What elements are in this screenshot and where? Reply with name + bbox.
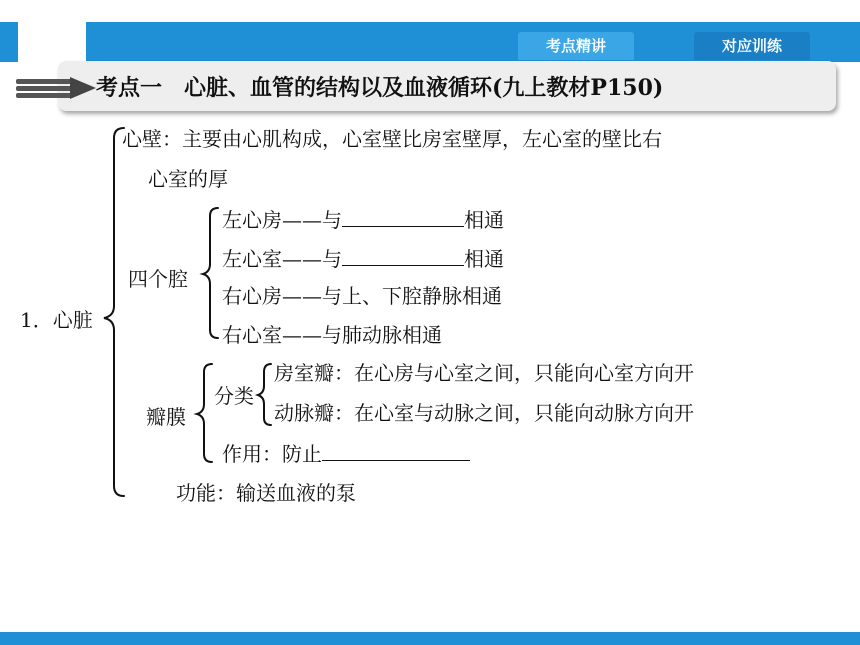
tab-practice[interactable]: 对应训练 (694, 32, 810, 60)
valves-label: 瓣膜 (146, 405, 186, 429)
valve-function-row (222, 440, 470, 466)
valves-brace (197, 364, 212, 462)
left-ventricle-text: 左心室——与 (222, 247, 342, 271)
chambers-brace (203, 208, 218, 338)
right-atrium-row: 右心房——与上、下腔静脉相通 (222, 284, 502, 308)
valve-function-text: 作用：防止 (222, 442, 322, 466)
left-atrium-blank[interactable] (342, 206, 464, 227)
tab-key-points[interactable]: 考点精讲 (518, 32, 634, 60)
arterial-valve-row: 动脉瓣：在心室与动脉之间，只能向动脉方向开 (274, 401, 694, 425)
right-ventricle-row: 右心室——与肺动脉相通 (222, 323, 442, 347)
section-title: 考点一 心脏、血管的结构以及血液循环(九上教材P150) (96, 75, 664, 101)
valve-function-blank[interactable] (322, 440, 470, 461)
classify-label: 分类 (214, 384, 254, 408)
heart-label: 1．心脏 (20, 308, 93, 332)
classify-brace (258, 364, 271, 425)
heart-wall-line2: 心室的厚 (148, 167, 228, 191)
left-atrium-suffix: 相通 (464, 208, 504, 232)
heart-brace (104, 128, 124, 496)
left-ventricle-blank[interactable] (342, 245, 464, 266)
left-atrium-text: 左心房——与 (222, 208, 342, 232)
left-atrium-row (222, 206, 504, 232)
heart-function-row: 功能：输送血液的泵 (176, 481, 356, 505)
heart-wall-line1: 心壁：主要由心肌构成，心室壁比房室壁厚，左心室的壁比右 (122, 127, 662, 151)
av-valve-row: 房室瓣：在心房与心室之间，只能向心室方向开 (274, 361, 694, 385)
left-ventricle-suffix: 相通 (464, 247, 504, 271)
four-chambers-label: 四个腔 (128, 267, 188, 291)
left-ventricle-row (222, 245, 504, 271)
